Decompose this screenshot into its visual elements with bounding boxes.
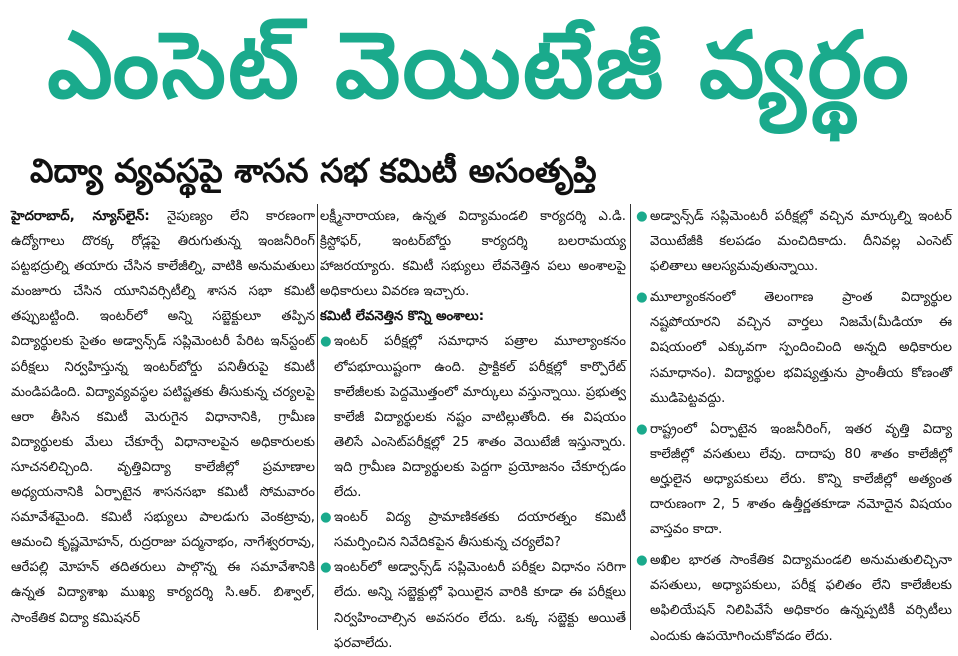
list-item [636, 548, 952, 648]
bullet-icon: ● [320, 334, 332, 350]
column-divider-1 [317, 204, 318, 630]
list-item [320, 505, 626, 555]
list-item-text: అడ్వాన్స్‌డ్ సప్లిమెంటరీ పరీక్షల్లో వచ్చిన మార్కుల్ని ఇంటర్ వెయిటేజీకి కలపడం మంచిదికాదు. దీనివల్ల ఎంసెట్ ఫలితాలు ఆలస్యమవుతున్నాయి. [650, 209, 952, 275]
list-item [636, 285, 952, 410]
list-item [636, 417, 952, 542]
bullet-icon: ● [636, 421, 648, 437]
bullet-icon: ● [636, 209, 648, 224]
list-item-text: అఖిల భారత సాంకేతిక విద్యామండలి అనుమతులిచ్చినా వసతులు, అధ్యాపకులు, పరీక్ష ఫలితం లేని కాలేజీలకు అఫిలియేషన్ నిలిపివేసే అధికారం ఉన్నప్పటికీ వర్సిటీలు ఎందుకు ఉపయోగించుకోవడం లేదు. [650, 553, 952, 644]
article-column-1 [11, 204, 315, 632]
list-item-text: ఇంటర్‌లో అడ్వాన్స్‌డ్ సప్లిమెంటరీ పరీక్షల విధానం సరిగా లేదు. అన్ని సబ్జెక్టుల్లో ఫెయిలైన వారికి కూడా ఈ పరీక్షలు నిర్వహించాల్సిన అవసరం లేదు. ఒక్క సబ్జెక్టు అయితే ఫరవాలేదు. [334, 560, 626, 651]
article-column-2 [320, 204, 626, 651]
list-item-text: ఇంటర్ పరీక్షల్లో సమాధాన పత్రాల మూల్యాంకనం లోపభూయిష్టంగా ఉంది. ప్రాక్టికల్ పరీక్షల్లో కార్పొరేట్ కాలేజీలకు పెద్దమొత్తంలో మార్కులు వస్తున్నాయి. ప్రభుత్వ కాలేజీ విద్యార్థులకు నష్టం వాటిల్లుతోంది. ఈ విషయం తెలిసే ఎంసెట్‌పరీక్షల్లో 25 శాతం వెయిటేజీ ఇస్తున్నారు. ఇది గ్రామీణ విద్యార్థులకు పెద్దగా ప్రయోజనం చేకూర్చడం లేదు. [334, 334, 626, 501]
column-2-body: లక్ష్మీనారాయణ, ఉన్నత విద్యామండలి కార్యదర్శి ఎ.డి. క్రిస్టోఫర్, ఇంటర్‌బోర్డు కార్యదర్శి బలరామయ్య హాజరయ్యారు. కమిటీ సభ్యులు లేవనెత్తిన పలు అంశాలపై అధికారులు వివరణ ఇచ్చారు. [320, 209, 626, 300]
bullet-icon: ● [636, 553, 648, 569]
list-item [320, 555, 626, 655]
list-item-text: ఇంటర్ విద్య ప్రామాణికతకు దయారత్నం కమిటీ సమర్పించిన నివేదికపైన తీసుకున్న చర్యలేవి? [334, 510, 626, 551]
side-heading: కమిటీ లేవనెత్తిన కొన్ని అంశాలు: [320, 309, 485, 325]
column-1-body: నైపుణ్యం లేని కారణంగా ఉద్యోగాలు దొరక్క రోడ్లపై తిరుగుతున్న ఇంజనీరింగ్ పట్టభద్రుల్ని తయారు చేసిన కాలేజీల్ని, వాటికి అనుమతులు మంజూరు చేసిన యూనివర్సిటీల్ని శాసన సభా కమిటీ తప్పుబట్టింది. ఇంటర్‌లో అన్ని సబ్జెక్టులూ తప్పిన విద్యార్థులకు సైతం అడ్వాన్స్‌డ్ సప్లిమెంటరీ పేరిట ఇన్‌స్టంట్ పరీక్షలు నిర్వహిస్తున్న ఇంటర్‌బోర్డు పనితీరుపై కమిటీ మండిపడింది. విద్యావ్యవస్థల పటిష్టతకు తీసుకున్న చర్యలపై ఆరా తీసిన కమిటీ మెరుగైన విధానానికి, గ్రామీణ విద్యార్థులకు మేలు చేకూర్చే విధానాలపైన అధికారులకు సూచనలిచ్చింది. వృత్తివిద్యా కాలేజీల్లో ప్రమాణాల అధ్యయనానికి ఏర్పాటైన శాసనసభా కమిటీ సోమవారం సమావేశమైంది. కమిటీ సభ్యులు పాలడుగు వెంకట్రావు, ఆమంచి కృష్ణమోహన్, రుద్రరాజు పద్మనాభం, నాగేశ్వరరావు, ఆరేపల్లి మోహన్ తదితరులు పాల్గొన్న ఈ సమావేశానికి ఉన్నత విద్యాశాఖ ముఖ్య కార్యదర్శి సి.ఆర్. బిశ్వాల్, సాంకేతిక విద్యా కమిషనర్ [11, 209, 316, 626]
list-item-text: మూల్యాంకనంలో తెలంగాణ ప్రాంత విద్యార్థుల నష్టపోయారని వచ్చిన వార్తలు నిజమే(మీడియా ఈ విషయంలో ఎక్కువగా స్పందించింది అన్నది అధికారుల సమాధానం). విద్యార్థుల భవిష్యత్తును ప్రాంతీయ కోణంతో ముడిపెట్టవద్దు. [650, 290, 952, 406]
column-divider-2 [630, 204, 631, 630]
list-item [636, 204, 952, 279]
list-item-text: రాష్ట్రంలో ఏర్పాటైన ఇంజనీరింగ్, ఇతర వృత్తి విద్యా కాలేజీల్లో వసతులు లేవు. దాదాపు 80 శాతం కాలేజీల్లో అర్హులైన అధ్యాపకులు లేరు. కొన్ని కాలేజీల్లో అత్యంత దారుణంగా 2, 5 శాతం ఉత్తీర్ణతకూడా నమోదైన విషయం వాస్తవం కాదా. [650, 421, 952, 538]
bullet-icon: ● [636, 290, 648, 306]
column-1-paragraph [11, 204, 315, 631]
bullet-icon: ● [320, 510, 332, 526]
headline: ఎంసెట్ వెయిటేజీ వ్యర్థం [47, 12, 911, 119]
dateline: హైదరాబాద్, న్యూస్‌లైన్: [11, 209, 150, 224]
bullet-icon: ● [320, 560, 332, 576]
subheadline: విద్యా వ్యవస్థపై శాసన సభ కమిటీ అసంతృప్తి [30, 151, 597, 190]
article-column-3 [636, 204, 952, 644]
list-item [320, 329, 626, 505]
